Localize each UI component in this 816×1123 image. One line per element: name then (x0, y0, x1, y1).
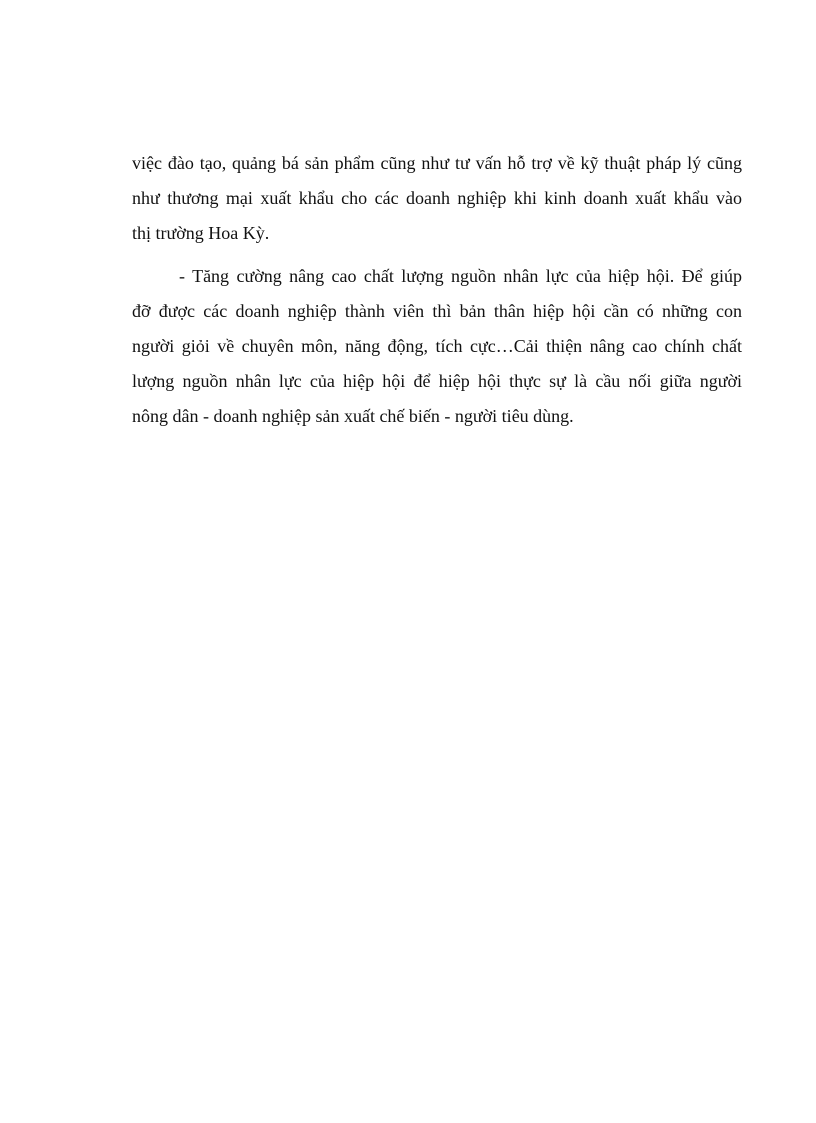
paragraph-2 (132, 259, 742, 434)
text-line: người giỏi về chuyên môn, năng động, tích cực…Cải thiện nâng cao chính chất (132, 336, 742, 356)
paragraph-1 (132, 146, 742, 251)
text-line: thị trường Hoa Kỳ. (132, 223, 270, 243)
text-line: như thương mại xuất khẩu cho các doanh nghiệp khi kinh doanh xuất khẩu vào (132, 188, 742, 208)
text-line: đỡ được các doanh nghiệp thành viên thì bản thân hiệp hội cần có những con (132, 301, 742, 321)
paragraph-gap (132, 251, 742, 259)
text-line: việc đào tạo, quảng bá sản phẩm cũng như tư vấn hỗ trợ về kỹ thuật pháp lý cũng (132, 153, 742, 173)
body-text (132, 146, 742, 434)
text-line: lượng nguồn nhân lực của hiệp hội để hiệp hội thực sự là cầu nối giữa người (132, 371, 742, 391)
text-line: nông dân - doanh nghiệp sản xuất chế biến - người tiêu dùng. (132, 406, 574, 426)
text-line: - Tăng cường nâng cao chất lượng nguồn nhân lực của hiệp hội. Để giúp (179, 266, 742, 286)
